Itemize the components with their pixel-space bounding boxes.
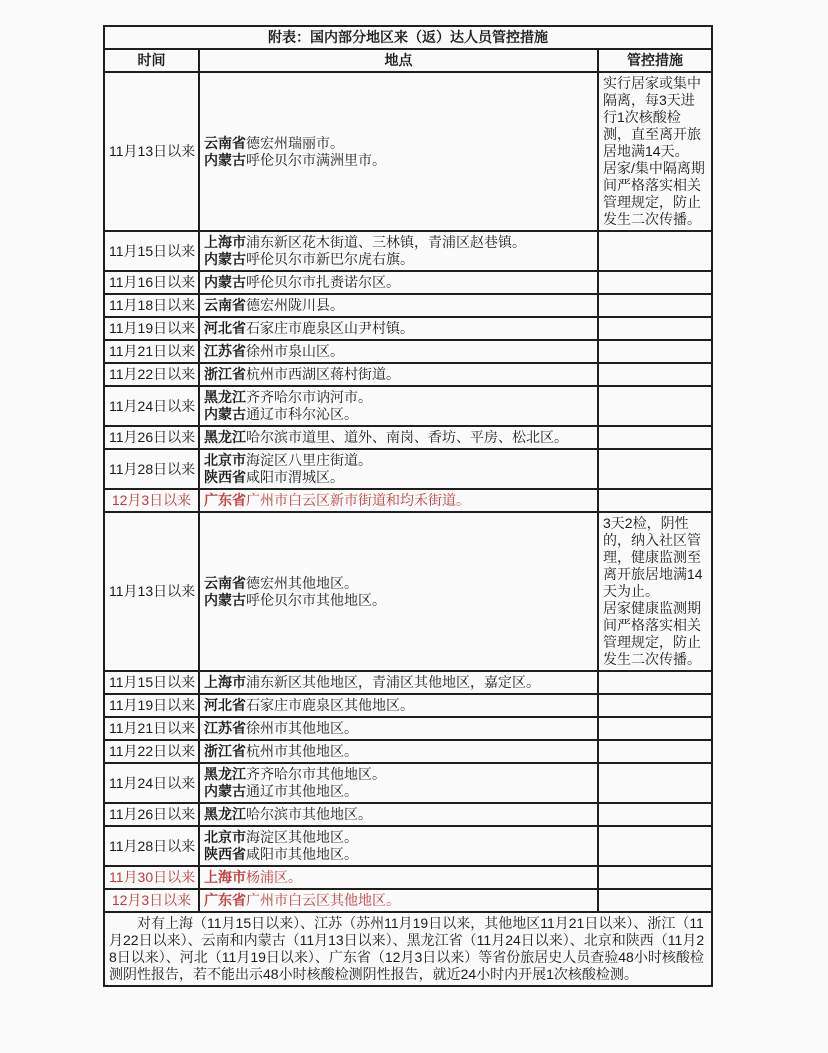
measure-cell	[598, 803, 712, 826]
table-row	[104, 294, 712, 317]
measure-cell	[598, 340, 712, 363]
table-row	[104, 72, 712, 231]
location-line: 河北省石家庄市鹿泉区其他地区。	[204, 697, 414, 713]
location-cell	[199, 294, 598, 317]
location-line: 上海市浦东新区花木街道、三林镇，青浦区赵巷镇。	[204, 234, 526, 250]
header-location: 地点	[199, 49, 598, 72]
location-cell	[199, 72, 598, 231]
province-prefix: 云南省	[204, 134, 246, 151]
location-line: 内蒙古通辽市科尔沁区。	[204, 406, 358, 422]
location-line: 黑龙江齐齐哈尔市讷河市。	[204, 389, 372, 405]
date-cell: 11月22日以来	[104, 363, 199, 386]
location-cell	[199, 271, 598, 294]
province-prefix: 江苏省	[204, 343, 246, 359]
date-cell: 11月21日以来	[104, 717, 199, 740]
location-cell	[199, 866, 598, 889]
province-prefix: 江苏省	[204, 720, 246, 736]
location-line: 北京市海淀区八里庄街道。	[204, 452, 372, 468]
location-cell	[199, 317, 598, 340]
province-prefix: 上海市	[204, 674, 246, 690]
measure-cell	[598, 426, 712, 449]
measure-cell	[598, 671, 712, 694]
measure-cell	[598, 489, 712, 512]
location-cell	[199, 426, 598, 449]
measure-cell	[598, 512, 712, 671]
province-prefix: 陕西省	[204, 846, 246, 862]
location-line: 云南省德宏州陇川县。	[204, 297, 344, 313]
province-prefix: 内蒙古	[204, 274, 246, 290]
table-row	[104, 231, 712, 271]
location-line: 云南省德宏州瑞丽市。	[204, 134, 344, 151]
province-prefix: 北京市	[204, 452, 246, 468]
table-row	[104, 803, 712, 826]
location-cell	[199, 694, 598, 717]
location-cell	[199, 449, 598, 489]
province-prefix: 上海市	[204, 869, 246, 885]
location-line: 上海市杨浦区。	[204, 869, 302, 885]
table-row	[104, 763, 712, 803]
header-measures: 管控措施	[598, 49, 712, 72]
measure-cell	[598, 231, 712, 271]
measure-cell	[598, 271, 712, 294]
date-cell: 11月13日以来	[104, 512, 199, 671]
province-prefix: 北京市	[204, 829, 246, 845]
province-prefix: 云南省	[204, 297, 246, 313]
date-cell: 11月15日以来	[104, 671, 199, 694]
table-row	[104, 271, 712, 294]
location-cell	[199, 231, 598, 271]
table-foot	[104, 912, 712, 986]
measure-paragraph: 3天2检，阴性的，纳入社区管理，健康监测至离开旅居地满14天为止。	[603, 515, 703, 599]
location-cell	[199, 740, 598, 763]
date-cell: 12月3日以来	[104, 889, 199, 912]
table-row	[104, 889, 712, 912]
province-prefix: 内蒙古	[204, 151, 246, 168]
location-line: 浙江省杭州市其他地区。	[204, 743, 358, 759]
date-cell: 11月18日以来	[104, 294, 199, 317]
location-cell	[199, 512, 598, 671]
location-line: 内蒙古呼伦贝尔市其他地区。	[204, 591, 386, 608]
location-line: 北京市海淀区其他地区。	[204, 829, 358, 845]
table-row	[104, 386, 712, 426]
location-line: 上海市浦东新区其他地区，青浦区其他地区，嘉定区。	[204, 674, 540, 690]
location-cell	[199, 763, 598, 803]
province-prefix: 内蒙古	[204, 783, 246, 799]
location-line: 江苏省徐州市泉山区。	[204, 343, 344, 359]
table-row	[104, 363, 712, 386]
table-row	[104, 740, 712, 763]
location-line: 黑龙江哈尔滨市道里、道外、南岗、香坊、平房、松北区。	[204, 429, 568, 445]
table-row	[104, 866, 712, 889]
date-cell: 11月24日以来	[104, 763, 199, 803]
province-prefix: 上海市	[204, 234, 246, 250]
date-cell: 11月28日以来	[104, 826, 199, 866]
province-prefix: 浙江省	[204, 743, 246, 759]
table-row	[104, 489, 712, 512]
location-cell	[199, 889, 598, 912]
location-line: 浙江省杭州市西湖区蒋村街道。	[204, 366, 400, 382]
location-cell	[199, 340, 598, 363]
table-row	[104, 317, 712, 340]
table-row	[104, 340, 712, 363]
province-prefix: 广东省	[204, 492, 246, 508]
province-prefix: 河北省	[204, 697, 246, 713]
location-cell	[199, 826, 598, 866]
table-row	[104, 449, 712, 489]
date-cell: 11月16日以来	[104, 271, 199, 294]
location-line: 黑龙江哈尔滨市其他地区。	[204, 806, 372, 822]
date-cell: 11月15日以来	[104, 231, 199, 271]
province-prefix: 河北省	[204, 320, 246, 336]
date-cell: 12月3日以来	[104, 489, 199, 512]
measure-cell	[598, 826, 712, 866]
measure-cell	[598, 889, 712, 912]
location-line: 陕西省咸阳市渭城区。	[204, 469, 344, 485]
date-cell: 11月24日以来	[104, 386, 199, 426]
header-time: 时间	[104, 49, 199, 72]
date-cell: 11月26日以来	[104, 803, 199, 826]
measure-cell	[598, 694, 712, 717]
location-line: 广东省广州市白云区其他地区。	[204, 892, 400, 908]
measure-cell	[598, 363, 712, 386]
location-line: 黑龙江齐齐哈尔市其他地区。	[204, 766, 386, 782]
location-line: 内蒙古呼伦贝尔市新巴尔虎右旗。	[204, 251, 414, 267]
location-line: 陕西省咸阳市其他地区。	[204, 846, 358, 862]
date-cell: 11月22日以来	[104, 740, 199, 763]
province-prefix: 黑龙江	[204, 429, 246, 445]
date-cell: 11月13日以来	[104, 72, 199, 231]
table-head	[104, 26, 712, 72]
province-prefix: 浙江省	[204, 366, 246, 382]
measure-cell	[598, 72, 712, 231]
location-cell	[199, 671, 598, 694]
measure-cell	[598, 866, 712, 889]
table-row	[104, 426, 712, 449]
table-row	[104, 826, 712, 866]
measure-paragraph: 居家健康监测期间严格落实相关管理规定，防止发生二次传播。	[603, 600, 701, 667]
location-cell	[199, 489, 598, 512]
location-line: 河北省石家庄市鹿泉区山尹村镇。	[204, 320, 414, 336]
table-row	[104, 694, 712, 717]
location-cell	[199, 717, 598, 740]
table-row	[104, 671, 712, 694]
province-prefix: 陕西省	[204, 469, 246, 485]
province-prefix: 内蒙古	[204, 251, 246, 267]
measure-cell	[598, 317, 712, 340]
date-cell: 11月28日以来	[104, 449, 199, 489]
measure-paragraph: 居家/集中隔离期间严格落实相关管理规定，防止发生二次传播。	[603, 160, 705, 227]
location-line: 内蒙古呼伦贝尔市扎赉诺尔区。	[204, 274, 400, 290]
measure-paragraph: 实行居家或集中隔离，每3天进行1次核酸检测，直至离开旅居地满14天。	[603, 75, 701, 159]
location-line: 云南省德宏州其他地区。	[204, 574, 358, 591]
footer-note: 对有上海（11月15日以来）、江苏（苏州11月19日以来，其他地区11月21日以来）、浙江（11月22日以来）、云南和内蒙古（11月13日以来）、黑龙江省（11月24日以来）、北京和陕西（11月28日以来）、河北（11月19日以来）、广东省（12月3日以来）等省份旅居史人员查验48小时核酸检测阴性报告，若不能出示48小时核酸检测阴性报告，就近24小时内开展1次核酸检测。	[104, 912, 712, 986]
location-cell	[199, 803, 598, 826]
measure-cell	[598, 740, 712, 763]
measure-cell	[598, 763, 712, 803]
province-prefix: 广东省	[204, 892, 246, 908]
measure-cell	[598, 386, 712, 426]
date-cell: 11月26日以来	[104, 426, 199, 449]
date-cell: 11月19日以来	[104, 694, 199, 717]
province-prefix: 黑龙江	[204, 766, 246, 782]
date-cell: 11月30日以来	[104, 866, 199, 889]
province-prefix: 内蒙古	[204, 406, 246, 422]
header-row	[104, 49, 712, 72]
location-line: 广东省广州市白云区新市街道和均禾街道。	[204, 492, 470, 508]
location-line: 江苏省徐州市其他地区。	[204, 720, 358, 736]
location-line: 内蒙古通辽市其他地区。	[204, 783, 358, 799]
measure-cell	[598, 294, 712, 317]
table-title: 附表：国内部分地区来（返）达人员管控措施	[104, 26, 712, 49]
location-cell	[199, 386, 598, 426]
date-cell: 11月21日以来	[104, 340, 199, 363]
measure-cell	[598, 717, 712, 740]
province-prefix: 黑龙江	[204, 389, 246, 405]
measure-cell	[598, 449, 712, 489]
title-row	[104, 26, 712, 49]
province-prefix: 云南省	[204, 574, 246, 591]
location-cell	[199, 363, 598, 386]
province-prefix: 黑龙江	[204, 806, 246, 822]
table-body	[104, 72, 712, 912]
province-prefix: 内蒙古	[204, 591, 246, 608]
control-measures-table	[103, 25, 713, 987]
location-line: 内蒙古呼伦贝尔市满洲里市。	[204, 151, 386, 168]
footer-row	[104, 912, 712, 986]
table-row	[104, 717, 712, 740]
date-cell: 11月19日以来	[104, 317, 199, 340]
table-row	[104, 512, 712, 671]
